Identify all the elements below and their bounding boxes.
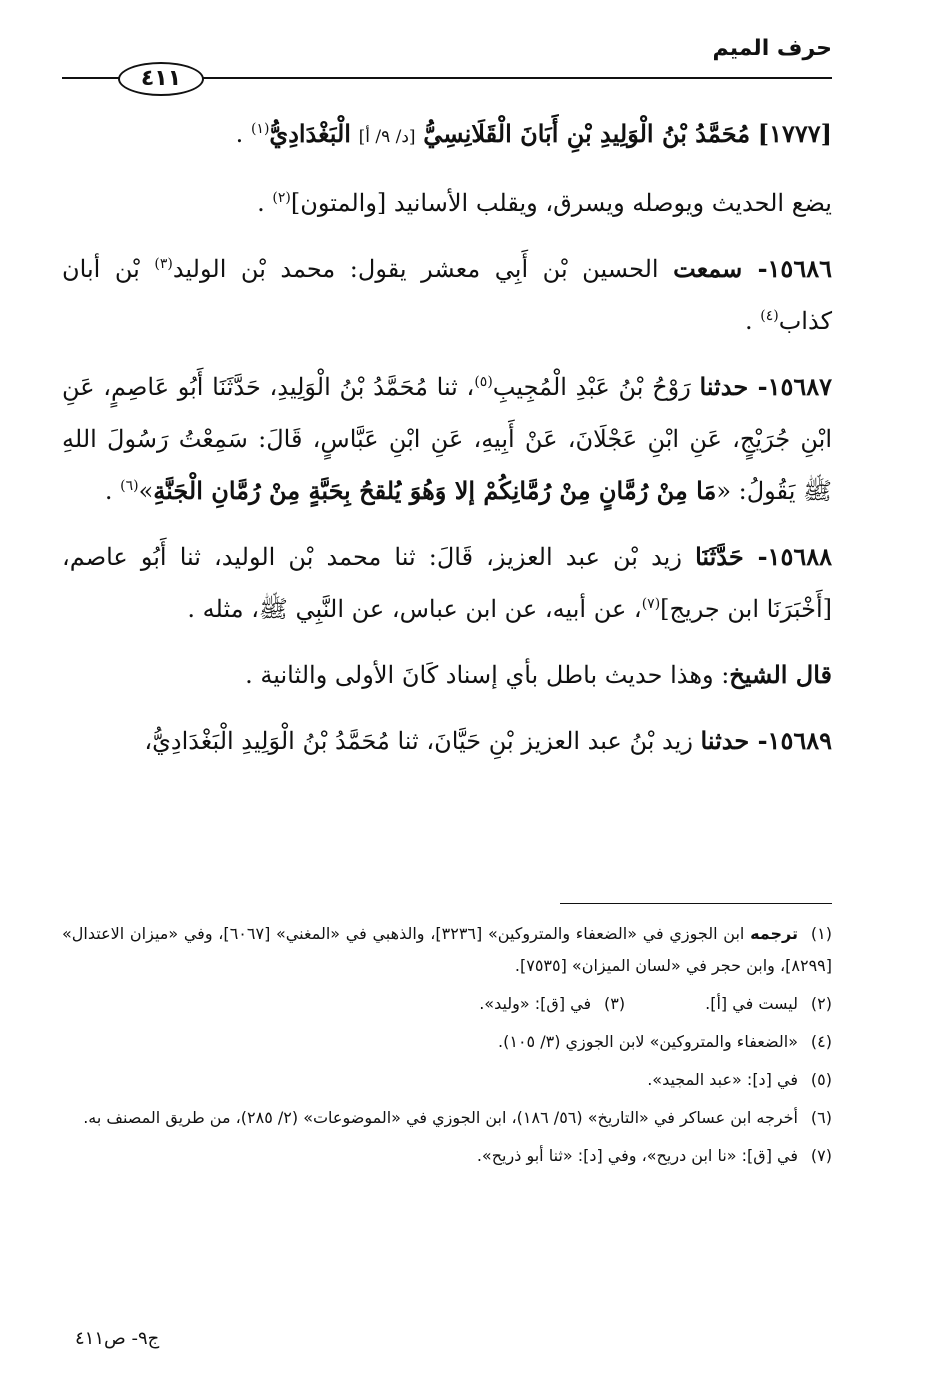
footnote-number: (٢)	[810, 994, 832, 1013]
narration-text: زيد بْن عبد العزيز، قَالَ: ثنا محمد بْن الوليد، ثنا أَبُو عاصم، [أَخْبَرَنَا ابن جريج]	[62, 543, 832, 623]
narration-15689	[62, 715, 832, 767]
hadith-text: مَا مِنْ رُمَّانٍ مِنْ رُمَّانِكُمْ إلا وَهُوَ يُلقحُ بِحَبَّةٍ مِنْ رُمَّانِ الْجَنَّةِ	[153, 476, 717, 505]
entry-number: [١٧٧٧]	[757, 119, 832, 148]
comment-lead: قال الشيخ	[729, 660, 832, 689]
footnote-marker: (٦)	[120, 478, 139, 494]
footnote-text: «الضعفاء والمتروكين» لابن الجوزي (٣/ ١٠٥).	[498, 1032, 798, 1051]
narration-lead: سمعت	[673, 254, 743, 283]
footnote-4	[62, 1026, 832, 1058]
main-text	[62, 108, 832, 781]
footnote-lead: ترجمه	[750, 924, 798, 943]
narration-text: زيد بْنُ عبد العزيز بْنِ حَيَّانَ، ثنا مُحَمَّدُ بْنُ الْوَلِيدِ الْبَغْدَادِيُّ،	[144, 727, 701, 755]
footnote-marker: (٣)	[154, 256, 173, 272]
narration-text: رَوْحُ بْنُ عَبْدِ الْمُجِيبِ	[492, 373, 700, 401]
footnote-text: في [د]: «عبد المجيد».	[647, 1070, 798, 1089]
footnote-1	[62, 918, 832, 982]
narration-number: ١٥٦٨٦-	[742, 254, 832, 283]
footnote-text: في [ق]: «نا ابن دريح»، وفي [د]: «ثنا أبو ذريح».	[476, 1146, 798, 1165]
page-number-badge: ٤١١	[118, 62, 204, 96]
narration-number: ١٥٦٨٩-	[749, 726, 832, 755]
entry-nisba: الْبَغْدَادِيُّ	[269, 119, 351, 148]
narration-15687	[62, 361, 832, 517]
footnote-text: أخرجه ابن عساكر في «التاريخ» (٥٦/ ١٨٦)، ابن الجوزي في «الموضوعات» (٢/ ٢٨٥)، من طريق المصنف به.	[83, 1108, 798, 1127]
footnote-number: (٦)	[810, 1108, 832, 1127]
footnote-pair-2-3	[62, 988, 832, 1020]
footnote-text: ليست في [أ].	[705, 994, 798, 1013]
footnote-text: في [ق]: «وليد».	[479, 994, 592, 1013]
narration-text: بْن أبان كذاب	[62, 255, 832, 335]
footnote-5	[62, 1064, 832, 1096]
narration-text: الحسين بْن أَبِي معشر يقول: محمد بْن الوليد	[172, 255, 674, 283]
footnote-marker: (٧)	[641, 596, 661, 612]
footnote-text: ابن الجوزي في «الضعفاء والمتروكين» [٣٢٣٦]، والذهبي في «المغني» [٦٠٦٧]، وفي «ميزان الاعتدال» [٨٢٩٩]، وابن حجر في «لسان الميزان» [٧٥٣٥].	[62, 924, 832, 975]
narration-lead: حدثنا	[699, 372, 749, 401]
sheikh-comment	[62, 649, 832, 701]
footnote-number: (١)	[810, 924, 832, 943]
footnote-number: (٤)	[810, 1032, 832, 1051]
narration-text: ، عن أبيه، عن ابن عباس، عن النَّبِي ﷺ، مثله .	[187, 595, 642, 623]
footnote-marker: (٥)	[474, 374, 493, 390]
footnote-separator	[560, 903, 832, 904]
narration-text: ، ثنا مُحَمَّدُ بْنُ الْوَلِيدِ، حَدَّثَنَا أَبُو عَاصِمٍ، عَنِ ابْنِ جُرَيْجٍ، عَنِ ابْنِ عَجْلَانَ، عَنْ أَبِيهِ، عَنِ ابْنِ عَبَّاسٍ، قَالَ: سَمِعْتُ رَسُولَ اللهِ ﷺ يَقُولُ: «	[62, 373, 832, 505]
narration-lead: حَدَّثَنَا	[695, 542, 744, 571]
footnote-3	[479, 988, 625, 1020]
narration-number: ١٥٦٨٨-	[743, 542, 832, 571]
footnote-marker: (١)	[250, 121, 270, 137]
footnote-2	[705, 988, 832, 1020]
comment-text: : وهذا حديث باطل بأي إسناد كَانَ الأولى والثانية .	[245, 661, 730, 689]
narration-15688	[62, 531, 832, 635]
punctuation: .	[257, 189, 273, 217]
punctuation: .	[235, 120, 251, 148]
entry-heading	[62, 108, 832, 163]
footnote-marker: (٤)	[760, 308, 779, 324]
footnote-number: (٧)	[810, 1146, 832, 1165]
footnotes	[62, 918, 832, 1178]
paragraph-text: يضع الحديث ويوصله ويسرق، ويقلب الأسانيد [والمتون]	[290, 189, 832, 217]
footnote-6	[62, 1102, 832, 1134]
footnote-number: (٥)	[810, 1070, 832, 1089]
volume-page-reference: ج٩- ص٤١١	[75, 1328, 160, 1349]
punctuation: »	[138, 477, 154, 505]
punctuation: .	[744, 307, 761, 335]
footnote-7	[62, 1140, 832, 1172]
manuscript-ref: [د/ ٩/ أ]	[358, 127, 416, 147]
running-header-title: حرف الميم	[712, 36, 832, 61]
entry-name: مُحَمَّدُ بْنُ الْوَلِيدِ بْنِ أَبَانَ الْقَلَانِسِيُّ	[423, 119, 751, 148]
narration-number: ١٥٦٨٧-	[748, 372, 833, 401]
punctuation: .	[104, 477, 121, 505]
narration-lead: حدثنا	[700, 726, 750, 755]
footnote-number: (٣)	[604, 994, 626, 1013]
footnote-marker: (٢)	[272, 190, 291, 206]
paragraph-description	[62, 177, 832, 229]
narration-15686	[62, 243, 832, 347]
